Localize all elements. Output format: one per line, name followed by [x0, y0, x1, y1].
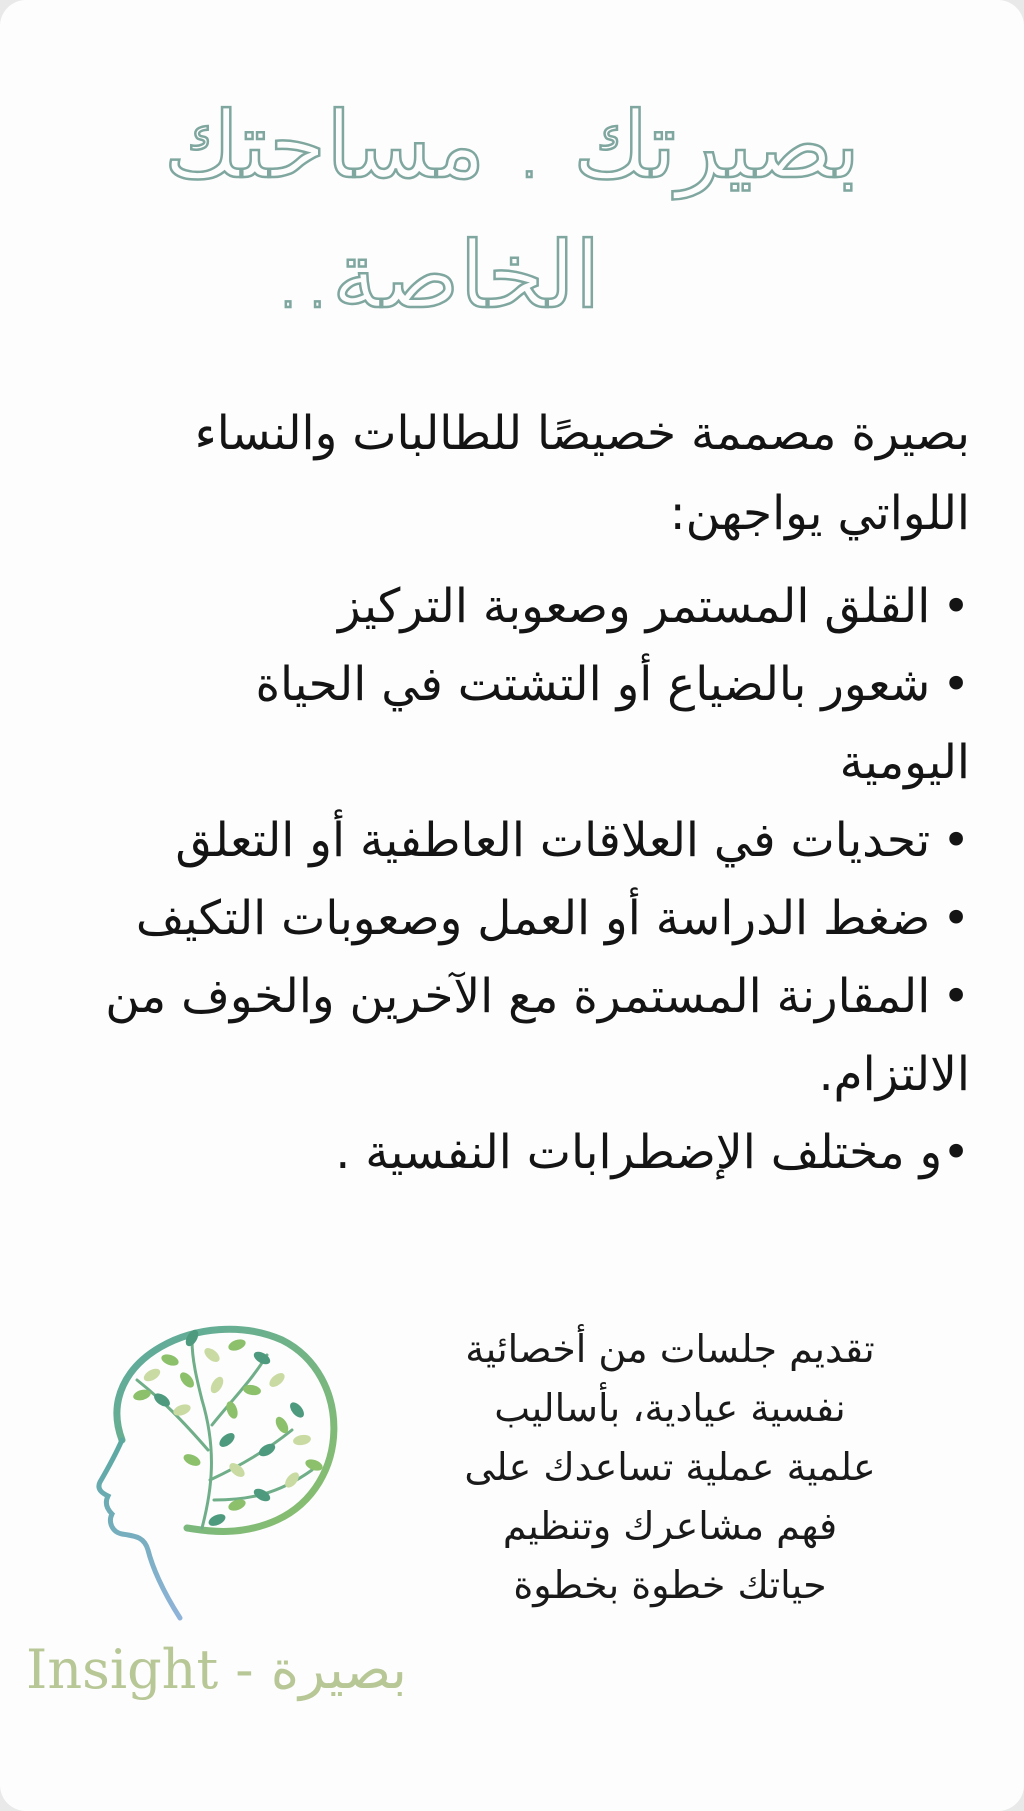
list-item: •شعور بالضياع أو التشتت في الحياة — [20, 646, 970, 724]
title-line-1: بصيرتك . مساحتك — [163, 92, 861, 199]
service-description — [410, 1320, 930, 1614]
brand-latin: Insight - — [26, 1638, 271, 1701]
list-item-continuation: اليومية — [839, 735, 970, 790]
list-item: •تحديات في العلاقات العاطفية أو التعلق — [20, 802, 970, 880]
service-line-4: فهم مشاعرك وتنظيم — [502, 1503, 838, 1548]
service-line-1: تقديم جلسات من أخصائية — [465, 1327, 875, 1371]
brand-arabic: بصيرة — [270, 1638, 407, 1701]
brand-logo-text — [26, 1638, 407, 1701]
bullet-icon: • — [942, 657, 970, 712]
symptom-list — [20, 568, 970, 1192]
list-item-continuation: الالتزام. — [818, 1047, 970, 1102]
service-line-5: حياتك خطوة بخطوة — [513, 1562, 827, 1607]
intro-line-2: اللواتي يواجهن: — [669, 486, 970, 541]
bullet-icon: • — [942, 891, 970, 946]
intro-line-1: بصيرة مصممة خصيصًا للطالبات والنساء — [194, 406, 970, 461]
list-item: •ضغط الدراسة أو العمل وصعوبات التكيف — [20, 880, 970, 958]
list-item: •المقارنة المستمرة مع الآخرين والخوف من — [20, 958, 970, 1036]
service-line-3: علمية عملية تساعدك على — [464, 1444, 876, 1489]
title-line-2: الخاصة.. — [273, 222, 601, 329]
bullet-icon: • — [942, 813, 970, 868]
list-item: •القلق المستمر وصعوبة التركيز — [20, 568, 970, 646]
service-line-2: نفسية عيادية، بأساليب — [494, 1385, 846, 1430]
list-item: •و مختلف الإضطرابات النفسية . — [20, 1114, 970, 1192]
bullet-icon: • — [942, 969, 970, 1024]
bullet-icon: • — [942, 1125, 970, 1180]
head-profile-tree-icon — [52, 1300, 352, 1640]
bullet-icon: • — [942, 579, 970, 634]
